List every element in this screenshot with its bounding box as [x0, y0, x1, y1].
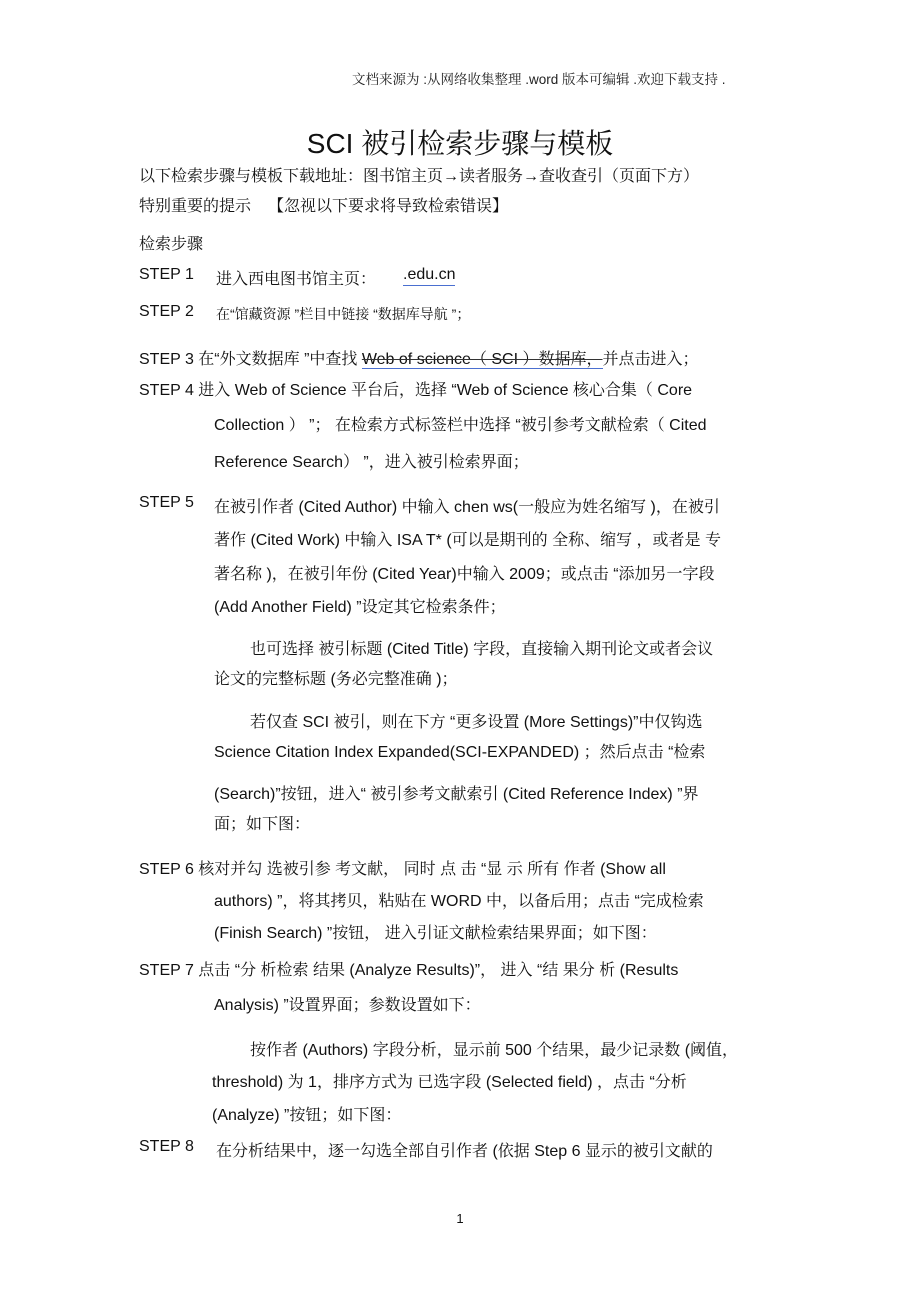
step7-line-2: Analysis) ”设置界面；参数设置如下：	[214, 997, 481, 1014]
step7-para2-line-3: (Analyze) ”按钮；如下图：	[212, 1107, 402, 1124]
step2-text: 在“馆藏资源 ”栏目中链接 “数据库导航 ”；	[216, 306, 471, 322]
step4-line-3: Reference Search） ”，进入被引检索界面；	[214, 454, 529, 471]
intro-line-1: 以下检索步骤与模板下载地址：图书馆主页→读者服务→查收查引（页面下方）	[139, 168, 700, 185]
step5-line-3: 著名称 )，在被引年份 (Cited Year)中输入 2009；或点击 “添加另一字段	[214, 566, 715, 583]
page-header: 文档来源为 :从网络收集整理 .word 版本可编辑 .欢迎下载支持 .	[352, 72, 726, 87]
step4-line-1: STEP 4 进入 Web of Science 平台后，选择 “Web of Science 核心合集（ Core	[139, 382, 693, 399]
step5-line-1: 在被引作者 (Cited Author) 中输入 chen ws(一般应为姓名缩写 )，在被引	[214, 499, 720, 516]
step5-para2-line-1: 也可选择 被引标题 (Cited Title) 字段，直接输入期刊论文或者会议	[250, 641, 714, 658]
step1-text: 进入西电图书馆主页：	[216, 271, 377, 288]
step7-para2-line-2: threshold) 为 1，排序方式为 已选字段 (Selected field) ，点击 “分析	[212, 1074, 687, 1091]
step8-text: 在分析结果中，逐一勾选全部自引作者 (依据 Step 6 显示的被引文献的	[216, 1143, 713, 1160]
steps-heading: 检索步骤	[139, 236, 204, 253]
page-number: 1	[456, 1211, 464, 1226]
step5-para3-line-3: (Search)”按钮，进入“ 被引参考文献索引 (Cited Reference Index) ”界	[214, 786, 699, 803]
step5-line-4: (Add Another Field) ”设定其它检索条件；	[214, 599, 506, 616]
step5-label: STEP 5	[139, 494, 194, 511]
step7-para2-line-1: 按作者 (Authors) 字段分析，显示前 500 个结果，最少记录数 (阈值，	[250, 1042, 739, 1059]
step6-line-2: authors) ”，将其拷贝，粘贴在 WORD 中，以备后用；点击 “完成检索	[214, 893, 704, 910]
step6-line-3: (Finish Search) ”按钮， 进入引证文献检索结果界面；如下图：	[214, 925, 657, 942]
step5-para3-line-1: 若仅查 SCI 被引，则在下方 “更多设置 (More Settings)”中仅钩选	[250, 714, 703, 731]
step1-link[interactable]: .edu.cn	[403, 266, 455, 286]
document-title: SCI 被引检索步骤与模板	[306, 128, 614, 159]
step5-para2-line-2: 论文的完整标题 (务必完整准确 )；	[214, 671, 458, 688]
step1-label: STEP 1	[139, 266, 194, 283]
step5-line-2: 著作 (Cited Work) 中输入 ISA T* (可以是期刊的 全称、缩写 ，或者是 专	[214, 532, 722, 549]
step3-text-a: STEP 3 在“外文数据库 ”中查找	[139, 351, 362, 368]
step5-para3-line-4: 面；如下图：	[214, 816, 311, 833]
step2-label: STEP 2	[139, 303, 194, 320]
intro-warning-label: 特别重要的提示	[139, 198, 252, 215]
step3-line	[139, 346, 699, 369]
step8-label: STEP 8	[139, 1138, 194, 1155]
step4-line-2: Collection ） ”； 在检索方式标签栏中选择 “被引参考文献检索（ Cited	[214, 417, 707, 434]
step7-line-1: STEP 7 点击 “分 析检索 结果 (Analyze Results)”， 进入 “结 果分 析 (Results	[139, 962, 679, 979]
step3-database-link[interactable]: Web of science（ SCI ）数据库，	[361, 351, 603, 368]
step3-text-c: 并点击进入；	[602, 351, 699, 368]
step6-line-1: STEP 6 核对并勾 选被引参 考文献， 同时 点 击 “显 示 所有 作者 (Show all	[139, 861, 666, 878]
intro-warning-text: 【忽视以下要求将导致检索错误】	[268, 198, 509, 215]
step5-para3-line-2: Science Citation Index Expanded(SCI-EXPANDED) ；然后点击 “检索	[214, 744, 706, 761]
